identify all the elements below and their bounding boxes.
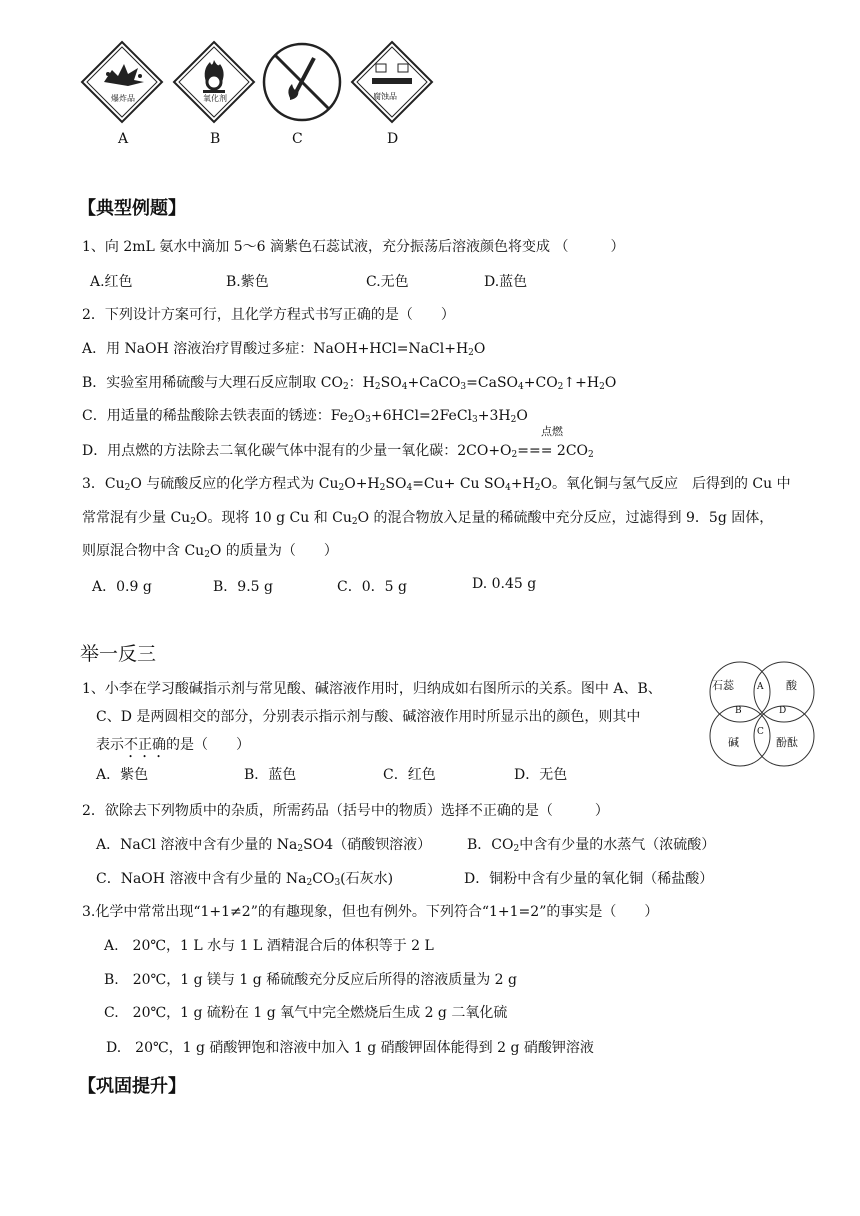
- p3-stem: 3.化学中常常出现“1+1≠2”的有趣现象，但也有例外。下列符合“1+1=2”的事实是（ ）: [82, 904, 659, 920]
- sign-a-caption: 爆炸品: [111, 94, 135, 103]
- venn-diagram: [706, 658, 818, 770]
- q1-stem: 1、向 2mL 氨水中滴加 5～6 滴紫色石蕊试液，充分振荡后溶液颜色将变成 （ ）: [82, 239, 625, 255]
- q2-option-a: A．用 NaOH 溶液治疗胃酸过多症：$NaOH+HCl=NaCl+H_2O$: [82, 341, 486, 358]
- q1-option-c: C.无色: [366, 274, 409, 290]
- sign-d-letter: D: [387, 131, 399, 147]
- q2-option-b: B．实验室用稀硫酸与大理石反应制取 $CO_2$：$H_2SO_4+CaCO_3=CaSO_4+CO_2↑+H_2O$: [82, 375, 617, 392]
- q1-option-b: B.紫色: [226, 274, 269, 290]
- venn-label-base: 碱: [728, 736, 739, 749]
- q3-option-d: D. 0.45 g: [472, 576, 537, 592]
- venn-region-b: B: [735, 706, 742, 716]
- q3-line3: 则原混合物中含 $Cu_2O$ 的质量为（ ）: [82, 543, 338, 560]
- venn-label-phenolphthalein: 酚酞: [776, 736, 798, 749]
- p1-option-c: C．红色: [383, 767, 436, 783]
- p1-line1: 1、小李在学习酸碱指示剂与常见酸、碱溶液作用时，归纳成如右图所示的关系。图中 A、B、: [82, 681, 662, 697]
- q2-stem: 2．下列设计方案可行，且化学方程式书写正确的是（ ）: [82, 307, 455, 323]
- sign-b-letter: B: [210, 131, 221, 147]
- venn-region-c: C: [757, 727, 764, 737]
- section-title-examples: 【典型例题】: [78, 198, 186, 219]
- p2-stem: 2．欲除去下列物质中的杂质，所需药品（括号中的物质）选择不正确的是（ ）: [82, 803, 609, 819]
- venn-label-acid: 酸: [786, 679, 797, 692]
- venn-region-d: D: [779, 706, 787, 716]
- q3-option-b: B．9.5 g: [213, 579, 273, 595]
- q3-option-c: C．0．5 g: [337, 579, 407, 595]
- p3-option-d: D. 20℃，1 g 硝酸钾饱和溶液中加入 1 g 硝酸钾固体能得到 2 g 硝酸钾溶液: [106, 1040, 594, 1056]
- p2-option-c: C．NaOH 溶液中含有少量的 $Na_2CO_3$(石灰水): [96, 871, 394, 888]
- q2-option-d: D．用点燃的方法除去二氧化碳气体中混有的少量一氧化碳：$2CO+O_2=== 2CO_2$: [82, 443, 594, 460]
- oxidizer-icon: [174, 42, 254, 122]
- p2-option-a: A．NaCl 溶液中含有少量的 $Na_2SO4$（硝酸钡溶液）: [96, 837, 432, 854]
- p1-option-b: B．蓝色: [244, 767, 297, 783]
- q1-option-a: A.红色: [90, 274, 133, 290]
- p2-option-b: B．$CO_2$中含有少量的水蒸气（浓硫酸）: [467, 837, 716, 854]
- p3-option-a: A. 20℃，1 L 水与 1 L 酒精混合后的体积等于 2 L: [104, 938, 434, 954]
- section-title-consolidation: 【巩固提升】: [78, 1076, 186, 1097]
- q3-line1: 3．$Cu_2O$ 与硫酸反应的化学方程式为 $Cu_2O+H_2SO_4=Cu+ Cu$ $SO_4+H_2O$。氧化铜与氢气反应 后得到的 Cu 中: [82, 476, 791, 493]
- q2-option-c: C．用适量的稀盐酸除去铁表面的锈迹：$Fe_2O_3+6HCl=2FeCl_3+3H_2O$: [82, 408, 528, 425]
- venn-label-litmus: 石蕊: [712, 679, 734, 692]
- venn-region-a: A: [757, 682, 764, 692]
- sign-c-letter: C: [292, 131, 303, 147]
- p1-line3: 表示不正确的是（ ）: [96, 737, 250, 753]
- p3-option-c: C. 20℃，1 g 硫粉在 1 g 氧气中完全燃烧后生成 2 g 二氧化硫: [104, 1005, 508, 1021]
- explosive-icon: [82, 42, 162, 122]
- q3-line2: 常常混有少量 $Cu_2O$。现将 10 g Cu 和 $Cu_2O$ 的混合物放入足量的稀硫酸中充分反应，过滤得到 9．5g 固体，: [82, 510, 774, 527]
- sign-d-caption: 腐蚀品: [373, 92, 397, 101]
- p1-option-a: A．紫色: [96, 767, 149, 783]
- p1-option-d: D．无色: [514, 767, 568, 783]
- sign-b-caption: 氧化剂: [203, 94, 227, 103]
- p2-option-d: D．铜粉中含有少量的氧化铜（稀盐酸）: [464, 871, 714, 887]
- q3-option-a: A．0.9 g: [92, 579, 152, 595]
- q1-option-d: D.蓝色: [484, 274, 528, 290]
- q2-condition-ignite: 点燃: [541, 425, 563, 438]
- corrosive-icon: [352, 42, 432, 122]
- section-title-practice: 举一反三: [80, 643, 157, 665]
- p1-line2: C、D 是两圆相交的部分，分别表示指示剂与酸、碱溶液作用时所显示出的颜色，则其中: [96, 709, 641, 725]
- sign-a-letter: A: [118, 131, 129, 147]
- no-fire-icon: [264, 44, 340, 120]
- p3-option-b: B. 20℃，1 g 镁与 1 g 稀硫酸充分反应后所得的溶液质量为 2 g: [104, 972, 517, 988]
